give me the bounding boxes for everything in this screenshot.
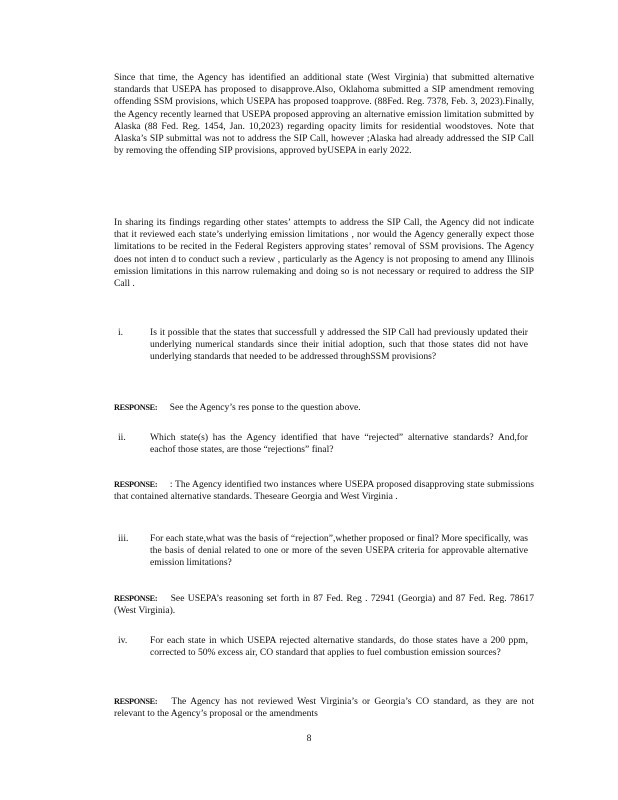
response-text: See the Agency’s res ponse to the question above. bbox=[169, 402, 361, 413]
question-text: Is it possible that the states that successfull y addressed the SIP Call had previously updated their underlying numerical standards since their initial adoption, such that those states did not have underlying standards that needed to be addressed throughSSM provisions? bbox=[150, 327, 528, 363]
response-label: RESPONSE: bbox=[114, 697, 158, 706]
response-iii bbox=[114, 593, 534, 617]
question-text: For each state,what was the basis of “rejection”,whether proposed or final? More specifically, was the basis of denial related to one or more of the seven USEPA criteria for approvable alternative emission limitations? bbox=[150, 533, 528, 569]
question-iv bbox=[118, 635, 528, 659]
response-label: RESPONSE: bbox=[114, 594, 158, 603]
question-text: Which state(s) has the Agency identified that have “rejected” alternative standards? And,for eachof those states, are those “rejections” final? bbox=[150, 432, 528, 456]
question-ii bbox=[118, 432, 528, 456]
question-iii bbox=[118, 533, 528, 570]
question-text: For each state in which USEPA rejected alternative standards, do those states have a 200 ppm, corrected to 50% excess air, CO standard that applies to fuel combustion emission sources? bbox=[150, 635, 528, 659]
response-label: RESPONSE: bbox=[114, 480, 158, 489]
question-number: ii. bbox=[118, 432, 126, 443]
question-number: iii. bbox=[118, 533, 129, 544]
response-text: See USEPA’s reasoning set forth in 87 Fed. Reg . 72941 (Georgia) and 87 Fed. Reg. 78617 (West Virginia). bbox=[114, 593, 534, 617]
question-number: i. bbox=[118, 327, 124, 338]
response-i bbox=[114, 402, 534, 414]
response-text: : The Agency identified two instances where USEPA proposed disapproving state submissions that contained alternative standards. Theseare Georgia and West Virginia . bbox=[114, 479, 535, 503]
response-iv bbox=[114, 696, 534, 720]
response-label: RESPONSE: bbox=[114, 403, 158, 412]
response-ii bbox=[114, 479, 534, 503]
question-i bbox=[118, 327, 528, 364]
response-text: The Agency has not reviewed West Virginia’s or Georgia’s CO standard, as they are not relevant to the Agency’s proposal or the amendments bbox=[114, 696, 534, 720]
paragraph-1: Since that time, the Agency has identified an additional state (West Virginia) that submitted alternative standards that USEPA has proposed to disapprove.Also, Oklahoma submitted a SIP amendment removing offending SSM provisions, which USEPA has proposed toapprove. (88Fed. Reg. 7378, Feb. 3, 2023).Finally, the Agency recently learned that USEPA proposed approving an alternative emission limitation submitted by Alaska (88 Fed. Reg. 1454, Jan. 10,2023) regarding opacity limits for residential woodstoves. Note that Alaska’s SIP submittal was not to address the SIP Call, however ;Alaska had already addressed the SIP Call by removing the offending SIP provisions, approved byUSEPA in early 2022. bbox=[114, 72, 534, 157]
paragraph-2: In sharing its findings regarding other states’ attempts to address the SIP Call, the Agency did not indicate that it reviewed each state’s underlying emission limitations , nor would the Agency generally expect those limitations to be recited in the Federal Registers approving states’ removal of SSM provisions. The Agency does not inten d to conduct such a review , particularly as the Agency is not proposing to amend any Illinois emission limitations in this narrow rulemaking and doing so is not necessary or required to address the SIP Call . bbox=[114, 217, 534, 290]
question-number: iv. bbox=[118, 635, 128, 646]
page-number: 8 bbox=[306, 733, 312, 744]
